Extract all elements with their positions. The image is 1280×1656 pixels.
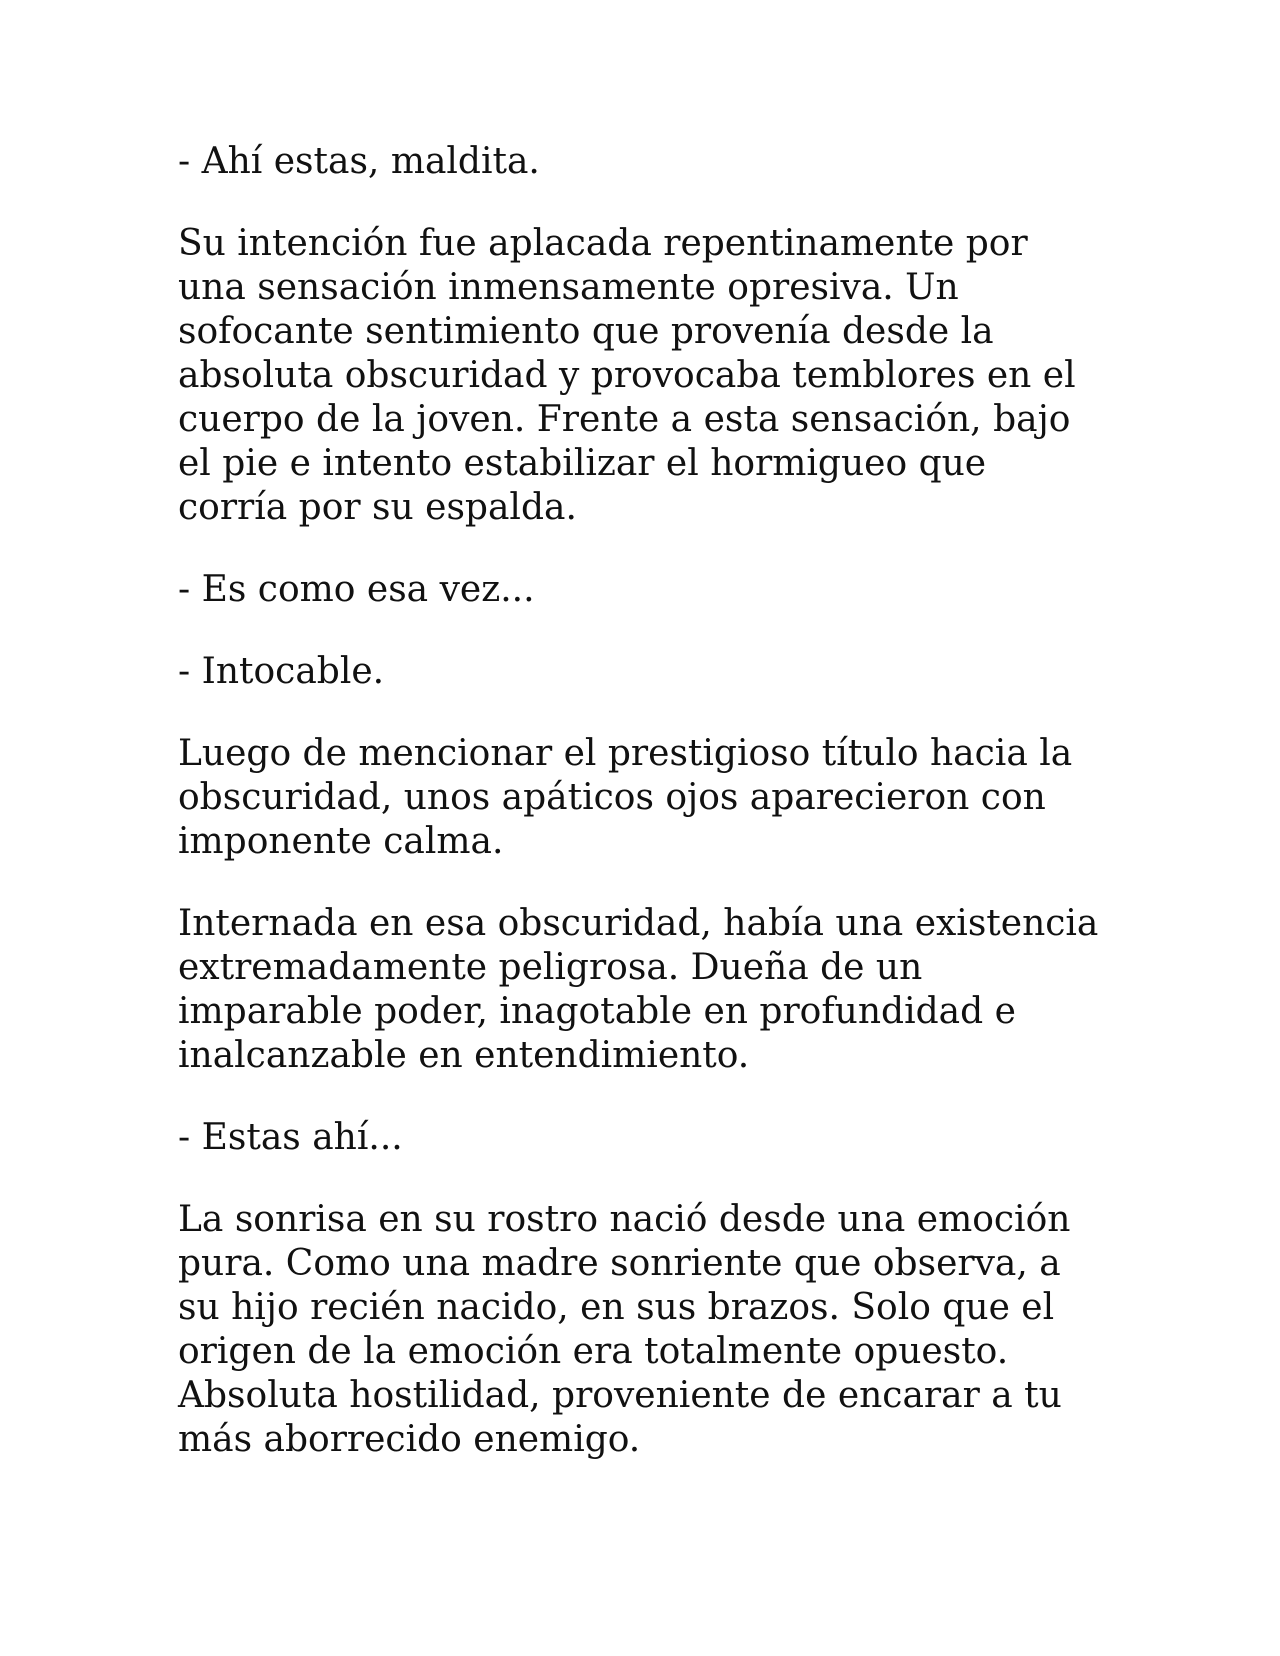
- narration-paragraph: Internada en esa obscuridad, había una existencia extremadamente peligrosa. Dueña de un imparable poder, inagotable en profundidad e inalcanzable en entendimiento.: [178, 903, 1099, 1076]
- narration-paragraph: Su intención fue aplacada repentinamente por una sensación inmensamente opresiva. Un sofocante sentimiento que provenía desde la absoluta obscuridad y provocaba temblores en el cuerpo de la joven. Frente a esta sensación, bajo el pie e intento estabilizar el hormigueo que corría por su espalda.: [178, 223, 1076, 528]
- dialogue-line: - Es como esa vez...: [178, 569, 535, 610]
- dialogue-line: - Ahí estas, maldita.: [178, 141, 540, 182]
- dialogue-line: - Estas ahí...: [178, 1117, 403, 1158]
- body-text: [178, 140, 1118, 1500]
- dialogue-line: - Intocable.: [178, 651, 385, 692]
- narration-paragraph: La sonrisa en su rostro nació desde una emoción pura. Como una madre sonriente que observa, a su hijo recién nacido, en sus brazos. Solo que el origen de la emoción era totalmente opuesto. Absoluta hostilidad, proveniente de encarar a tu más aborrecido enemigo.: [178, 1199, 1071, 1460]
- narration-paragraph: Luego de mencionar el prestigioso título hacia la obscuridad, unos apáticos ojos aparecieron con imponente calma.: [178, 733, 1073, 862]
